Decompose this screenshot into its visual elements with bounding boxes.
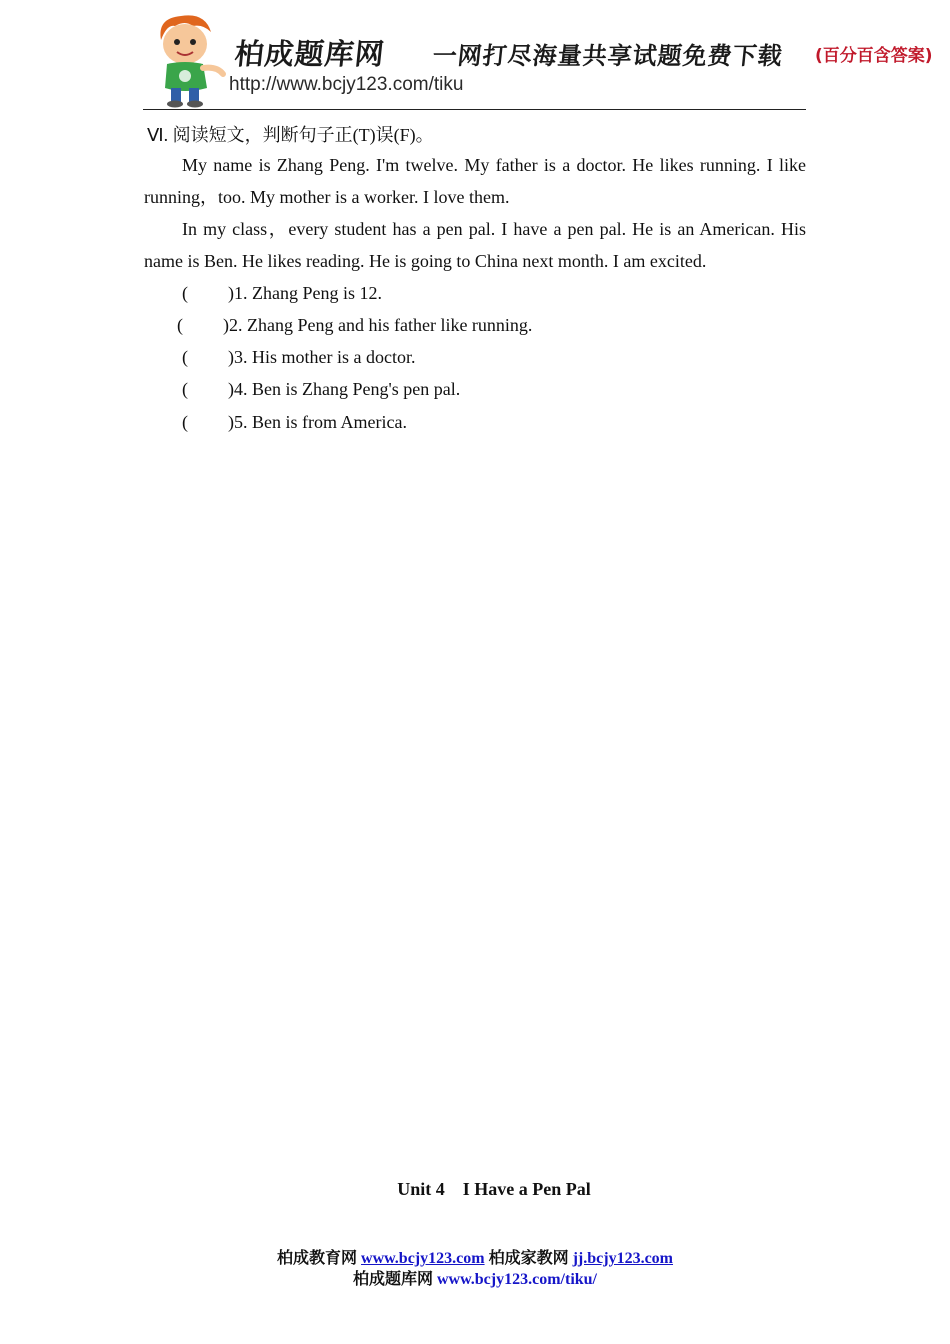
footer-line-2 <box>0 1269 950 1290</box>
footer-label-education: 柏成教育网 <box>277 1248 358 1267</box>
unit-title: Unit 4 I Have a Pen Pal <box>397 1179 591 1199</box>
question-1 <box>182 280 382 306</box>
answer-blank[interactable]: ( <box>182 412 188 432</box>
passage-paragraph-1: My name is Zhang Peng. I'm twelve. My father is a doctor. He likes running. I like running，too. My mother is a worker. I love them. <box>144 155 806 207</box>
question-text: )4. Ben is Zhang Peng's pen pal. <box>228 379 461 399</box>
question-4 <box>182 376 460 402</box>
question-2 <box>177 312 532 338</box>
question-text: )2. Zhang Peng and his father like running. <box>223 315 533 335</box>
question-text: )1. Zhang Peng is 12. <box>228 283 382 303</box>
footer-line-1 <box>0 1248 950 1269</box>
question-text: )5. Ben is from America. <box>228 412 407 432</box>
question-3 <box>182 344 415 370</box>
answer-blank[interactable]: ( <box>182 283 188 303</box>
answer-blank[interactable]: ( <box>177 315 183 335</box>
footer-label-tutoring: 柏成家教网 <box>488 1248 569 1267</box>
passage-paragraph-2: In my class，every student has a pen pal. I have a pen pal. He is an American. His name is Ben. He likes reading. He is going to China next month. I am excited. <box>144 219 806 271</box>
footer-link-tutoring[interactable]: jj.bcjy123.com <box>572 1250 673 1267</box>
footer-link-education[interactable]: www.bcjy123.com <box>361 1250 485 1267</box>
site-url: http://www.bcjy123.com/tiku <box>229 74 464 95</box>
answer-tag: (百分百含答案) <box>815 46 933 66</box>
header-banner <box>143 8 950 108</box>
mascot-logo <box>147 10 227 108</box>
footer-link-tiku[interactable]: www.bcjy123.com/tiku/ <box>437 1271 597 1288</box>
page-footer <box>0 1248 950 1290</box>
answer-blank[interactable]: ( <box>182 347 188 367</box>
answer-blank[interactable]: ( <box>182 379 188 399</box>
question-text: )3. His mother is a doctor. <box>228 347 416 367</box>
site-slogan: 一网打尽海量共享试题免费下载 <box>431 41 785 70</box>
footer-label-tiku: 柏成题库网 <box>352 1269 433 1288</box>
site-name: 柏成题库网 <box>233 37 387 71</box>
question-5 <box>182 409 407 435</box>
header-divider <box>143 109 806 110</box>
section-heading: Ⅵ. 阅读短文，判断句子正(T)误(F)。 <box>147 125 434 145</box>
